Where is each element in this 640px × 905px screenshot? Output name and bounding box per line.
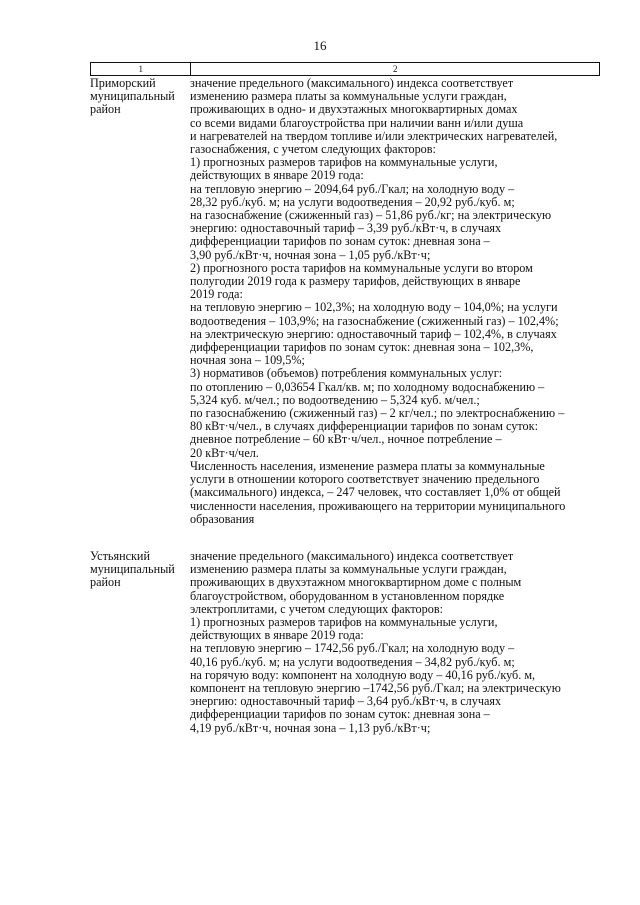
municipality-description	[190, 549, 600, 735]
municipality-name-line: муниципальный	[90, 562, 175, 577]
description-line: полугодии 2019 года к размеру тарифов, действующих в январе	[190, 274, 521, 289]
description-line: газоснабжения, с учетом следующих факторов:	[190, 142, 436, 157]
description-line: действующих в январе 2019 года:	[190, 168, 364, 183]
description-line: 1) прогнозных размеров тарифов на коммунальные услуги,	[190, 155, 498, 170]
municipality-description	[190, 76, 600, 526]
municipality-name-line: Приморский	[90, 76, 156, 90]
page-number: 16	[313, 38, 327, 53]
description-line: на газоснабжение (сжиженный газ) – 51,86 руб./кг; на электрическую	[190, 208, 552, 223]
description-line: значение предельного (максимального) индекса соответствует	[190, 76, 514, 90]
description-line: на тепловую энергию – 2094,64 руб./Гкал; на холодную воду –	[190, 181, 515, 196]
description-line: 3,90 руб./кВт·ч, ночная зона – 1,05 руб./кВт·ч;	[190, 247, 431, 262]
description-line: численности населения, проживающего на территории муниципального	[190, 498, 566, 513]
header-col-2: 2	[190, 63, 600, 75]
description-line: значение предельного (максимального) индекса соответствует	[190, 548, 514, 563]
description-line: энергию: одноставочный тариф – 3,39 руб./кВт·ч, в случаях	[190, 221, 502, 236]
table-row-ustyansky	[90, 549, 600, 735]
description-line: 20 кВт·ч/чел.	[190, 445, 259, 460]
indices-table	[90, 62, 600, 735]
description-line: водоотведения – 103,9%; на газоснабжение (сжиженный газ) – 102,4%;	[190, 313, 559, 328]
description-line: дифференциации тарифов по зонам суток: дневная зона – 102,3%,	[190, 340, 534, 355]
description-line: благоустройством, оборудованном в установленном порядке	[190, 588, 505, 603]
description-line: проживающих в двухэтажном многоквартирном доме с полным	[190, 575, 522, 590]
description-line: 28,32 руб./куб. м; на услуги водоотведения – 20,92 руб./куб. м;	[190, 194, 515, 209]
description-line: на тепловую энергию – 102,3%; на холодную воду – 104,0%; на услуги	[190, 300, 558, 315]
description-line: дифференциации тарифов по зонам суток: дневная зона –	[190, 234, 490, 249]
table-row-primorsky	[90, 76, 600, 526]
description-line: изменению размера платы за коммунальные услуги граждан,	[190, 562, 507, 577]
description-line: (максимального) индекса, – 247 человек, что составляет 1,0% от общей	[190, 485, 561, 500]
description-line: 5,324 куб. м/чел.; по водоотведению – 5,324 куб. м/чел.;	[190, 392, 480, 407]
description-line: образования	[190, 511, 255, 526]
description-line: энергию: одноставочный тариф – 3,64 руб./кВт·ч, в случаях	[190, 694, 502, 709]
municipality-name	[90, 549, 190, 735]
description-line: по отоплению – 0,03654 Гкал/кв. м; по холодному водоснабжению –	[190, 379, 545, 394]
description-line: 3) нормативов (объемов) потребления коммунальных услуг:	[190, 366, 503, 381]
description-line: 1) прогнозных размеров тарифов на коммунальные услуги,	[190, 614, 498, 629]
description-line: 40,16 руб./куб. м; на услуги водоотведения – 34,82 руб./куб. м;	[190, 654, 515, 669]
municipality-name	[90, 76, 190, 526]
municipality-name-line: район	[90, 575, 121, 590]
description-line: на горячую воду: компонент на холодную воду – 40,16 руб./куб. м,	[190, 667, 536, 682]
description-line: изменению размера платы за коммунальные услуги граждан,	[190, 89, 507, 104]
municipality-name-line: муниципальный	[90, 89, 175, 104]
municipality-name-line: район	[90, 102, 121, 117]
description-line: и нагревателей на твердом топливе и/или электрических нагревателей,	[190, 128, 558, 143]
description-line: 80 кВт·ч/чел., в случаях дифференциации тарифов по зонам суток:	[190, 419, 538, 434]
description-line: на тепловую энергию – 1742,56 руб./Гкал; на холодную воду –	[190, 641, 515, 656]
description-line: на электрическую энергию: одноставочный тариф – 102,4%, в случаях	[190, 326, 557, 341]
description-line: Численность населения, изменение размера платы за коммунальные	[190, 458, 545, 473]
description-line: по газоснабжению (сжиженный газ) – 2 кг/чел.; по электроснабжению –	[190, 406, 565, 421]
description-line: 2) прогнозного роста тарифов на коммунальные услуги во втором	[190, 260, 533, 275]
description-line: компонент на тепловую энергию –1742,56 руб./Гкал; на электрическую	[190, 680, 561, 695]
description-line: ночная зона – 109,5%;	[190, 353, 305, 368]
description-line: дифференциации тарифов по зонам суток: дневная зона –	[190, 707, 490, 722]
description-line: услуги в отношении которого соответствует значению предельного	[190, 472, 540, 487]
description-line: электроплитами, с учетом следующих факторов:	[190, 601, 443, 616]
description-line: действующих в январе 2019 года:	[190, 628, 364, 643]
description-line: 4,19 руб./кВт·ч, ночная зона – 1,13 руб./кВт·ч;	[190, 720, 431, 735]
description-line: дневное потребление – 60 кВт·ч/чел., ночное потребление –	[190, 432, 502, 447]
table-header-row	[90, 62, 600, 76]
description-line: проживающих в одно- и двухэтажных многоквартирных домах	[190, 102, 518, 117]
description-line: 2019 года:	[190, 287, 243, 302]
header-col-1: 1	[90, 63, 190, 75]
municipality-name-line: Устьянский	[90, 548, 150, 563]
description-line: со всеми видами благоустройства при наличии ванн и/или душа	[190, 115, 524, 130]
